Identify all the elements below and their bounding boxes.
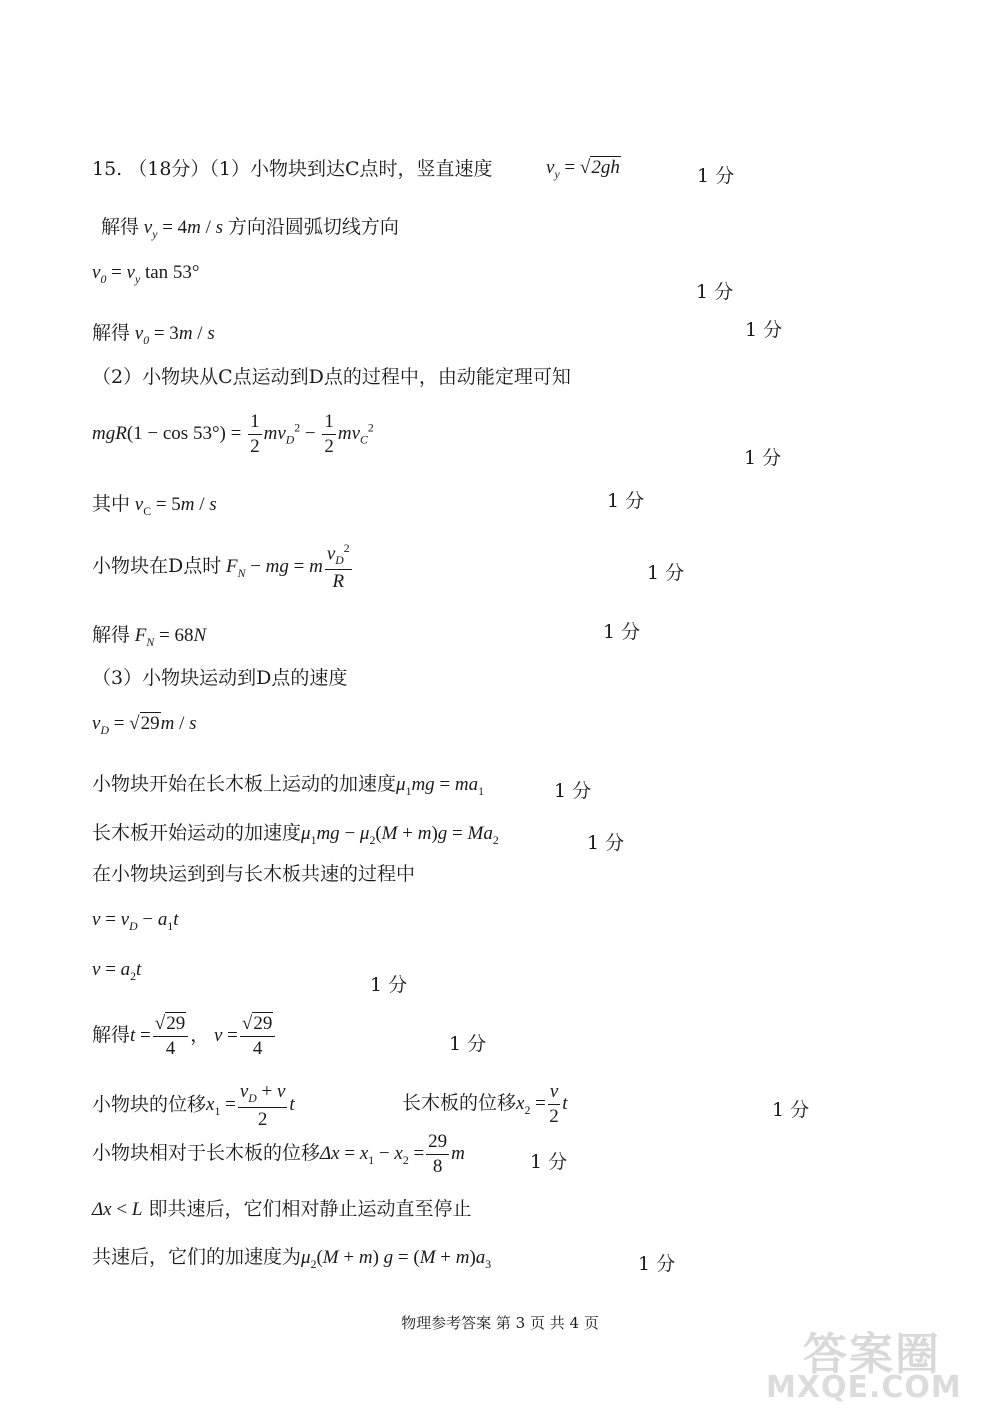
watermark-logo [748,1318,978,1406]
question-header [92,160,493,179]
text-solve: 解得 [92,322,131,344]
formula-vy-sqrt: $v_y = √2gh$ [546,157,620,181]
line-board-disp: 长木板的位移$x_2$ = $\frac{v}{2}$ t [402,1081,568,1127]
part-3-intro [92,669,347,688]
line-solve-fn: 解得 $F_N = 68N$ [92,624,207,649]
line-a3: 共速后，它们的加速度为$\mu_2(M + m) g = (M + m)a_3$ [92,1246,492,1271]
score-9: 1 分 [587,832,625,854]
formula-v-a1: $v = v_D - a_1t$ [92,909,179,933]
line-common-speed-intro [92,865,415,884]
score-14: 1 分 [638,1253,676,1275]
text-common-speed: 在小物块运到到与长木板共速的过程中 [92,863,416,885]
line-vc: 其中 $v_C = 5m / s$ [92,493,217,518]
formula-vd: $v_D = √29m / s$ [92,713,197,737]
text-common-accel: 共速后，它们的加速度为 [92,1246,302,1268]
formula-v0-tan: $v_0 = v_y$ tan 53° [92,262,200,286]
text-board-disp: 长木板的位移 [402,1091,517,1114]
score-13: 1 分 [530,1151,568,1173]
text-part-2: （2）小物块从C点运动到D点的过程中，由动能定理可知 [92,366,571,388]
score-11: 1 分 [449,1033,487,1055]
line-compare-l: Δx < L 即共速后，它们相对静止运动直至停止 [92,1198,472,1220]
line-solve-vy: 解得 $v_y = 4m / s$ 方向沿圆弧切线方向 [101,216,399,241]
text-relative-disp: 小物块相对于长木板的位移 [92,1141,321,1164]
text-block-disp: 小物块的位移 [92,1093,207,1116]
part-2-intro [92,368,571,387]
text-solve: 解得 [92,1023,131,1046]
score-7: 1 分 [603,621,641,643]
text-part-3: （3）小物块运动到D点的速度 [92,667,348,689]
score-5: 1 分 [607,490,645,512]
score-6: 1 分 [647,562,685,584]
page-footer: 物理参考答案 第 3 页 共 4 页 [401,1314,599,1332]
text-board-accel: 长木板开始运动的加速度 [92,822,302,844]
score-1: 1 分 [697,165,735,187]
text-at-d: 小物块在D点时 [92,555,222,578]
text-solve: 解得 [92,624,131,646]
text-direction: 方向沿圆弧切线方向 [227,216,399,238]
line-normal-force: 小物块在D点时 $F_N$ − mg = m $\frac{v_D^2}{R}$ [92,542,350,593]
watermark-brand: 答案圈 [803,1329,941,1380]
text-static-after: 即共速后，它们相对静止运动直至停止 [148,1198,472,1220]
text-solve: 解得 [101,216,140,238]
watermark-url: MXQE.COM [766,1370,962,1405]
score-10: 1 分 [370,974,408,996]
question-intro: 15. （18分）（1）小物块到达C点时，竖直速度 [92,158,493,180]
line-a2: 长木板开始运动的加速度$\mu_1mg - \mu_2(M + m)g = Ma_2$ [92,822,499,847]
text-where: 其中 [92,493,131,515]
line-relative-disp: 小物块相对于长木板的位移$\Delta x = x_1 - x_2$ = $\frac{29}{8}$ m [92,1131,465,1177]
score-12: 1 分 [772,1099,810,1121]
formula-energy-theorem: mgR(1 − cos 53°) = $\frac{1}{2}$ $mv_D^2$ − $\frac{1}{2}$ $mv_C^2$ [92,411,374,457]
formula-v-a2: $v = a_2t$ [92,959,142,983]
text-block-accel: 小物块开始在长木板上运动的加速度 [92,773,397,795]
score-8: 1 分 [554,780,592,802]
score-4: 1 分 [744,447,782,469]
line-displacements: 小物块的位移$x_1$ = $\frac{v_D + v}{2}$ t [92,1081,295,1131]
line-solve-t-v: 解得t = $\frac{√29}{4}$ ， v = $\frac{√29}{4}$ [92,1014,277,1059]
line-solve-v0: 解得 $v_0 = 3m / s$ [92,322,215,347]
score-2: 1 分 [696,281,734,303]
line-a1: 小物块开始在长木板上运动的加速度$\mu_1mg = ma_1$ [92,773,485,798]
score-3: 1 分 [745,319,783,341]
